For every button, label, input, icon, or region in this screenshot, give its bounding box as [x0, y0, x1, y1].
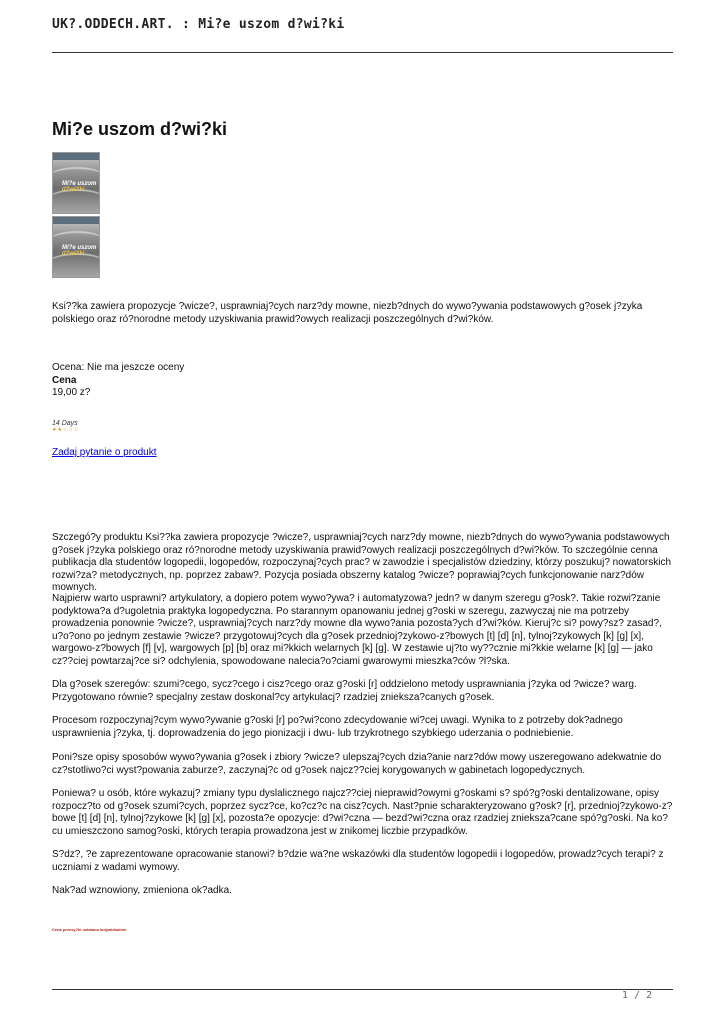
- page-indicator: 1 / 2: [622, 990, 653, 1001]
- details-paragraph: Poniewa? u osób, które wykazuj? zmiany typu dyslalicznego najcz??ciej nieprawid?owymi g?oskami s? spó?g?oski dentalizowane, opisy rozpocz?to od g?osek szumi?cych, poprzez sycz?ce, ko?cz?c na cisz?cych. Nast?pnie scharakteryzowano g?osk? [r], przednioj?zykowo-z?bowe [t] [d] [n], tylnoj?zykowe [k] [g] [x], pozosta?e opozycje: d?wi?czna — bezd?wi?czna oraz rzadziej znieksza?cane spó?g?oski. Na ko?cu umieszczono samog?oski, których terapia prowadzona jest w znikomej liczbie przypadków.: [52, 788, 673, 837]
- details-paragraph: S?dz?, ?e zaprezentowane opracowanie stanowi? b?dzie wa?ne wskazówki dla studentów logopedii i logopedów, prowadz?cych terapi? z uczniami z wadami wymowy.: [52, 849, 664, 873]
- product-meta: [52, 362, 184, 400]
- product-cover-thumbnail[interactable]: [52, 152, 100, 214]
- price-label: Cena: [52, 374, 77, 386]
- price-value: 19,00 z?: [52, 387, 91, 399]
- details-paragraph: Procesom rozpoczynaj?cym wywo?ywanie g?oski [r] po?wi?cono zdecydowanie wi?cej uwagi. Wynika to z potrzeby dok?adnego usprawnienia j?zyka, tj. doprowadzenia do jego pionizacji i dwu- lub trzykrotnego szybkiego uderzania o podniebienie.: [52, 715, 623, 739]
- header-divider: [52, 52, 673, 53]
- cover-title-text: Mi?e uszom d?wi?ki: [62, 181, 97, 193]
- footer-divider: [52, 989, 673, 990]
- shipping-time-badge: [52, 420, 92, 434]
- details-paragraph: Dla g?osek szeregów: szumi?cego, sycz?cego i cisz?cego oraz g?oski [r] oddzielono metody usprawniania j?zyka od ?wicze? warg. Przygotowano równie? specjalny zestaw doskonal?cy artykulacj? rzadziej znieksza?canych g?osek.: [52, 679, 637, 703]
- product-cover-thumbnail[interactable]: [52, 216, 100, 278]
- site-header-title: UK?.ODDECH.ART. : Mi?e uszom d?wi?ki: [52, 17, 345, 32]
- rating-text: Ocena: Nie ma jeszcze oceny: [52, 362, 185, 373]
- page-title: Mi?e uszom d?wi?ki: [52, 119, 228, 139]
- shipping-badge-text: 14 Days: [52, 420, 78, 427]
- short-description: Ksi??ka zawiera propozycje ?wicze?, usprawniaj?cych narz?dy mowne, niezb?dnych do wywo?ywania podstawowych g?osek j?zyka polskiego oraz ró?norodne metody uzyskiwania prawid?owych realizacji poszczególnych d?wi?ków.: [52, 301, 643, 325]
- details-paragraph: Nak?ad wznowiony, zmieniona ok?adka.: [52, 885, 232, 896]
- shipping-footnote: Cena przesy?ki ustalana indywidualnie.: [52, 927, 128, 932]
- details-paragraph: Najpierw warto usprawni? artykulatory, a dopiero potem wywo?ywa? i automatyzowa? jedn? w danym szeregu g?osk?. Takie rozwi?zanie podyktowa?a d?ugoletnia praktyka logopedyczna. Po starannym opanowaniu jednej g?oski w szeregu, zazwyczaj nie ma potrzeby prowadzenia ponownie ?wicze?, usprawniaj?cych narz?dy mowne dla wywo?ania pozosta?ych d?wi?ków. Kieruj?c si? powy?sz? zasad?, u?o?ono po jednym zestawie ?wicze? przygotowuj?cych dla g?osek przednioj?zykowo-z?bowych [t] [d] [n], tylnoj?zykowych [k] [g] [x], wargowo-z?bowych [f] [v], wargowych [p] [b] oraz mi?kkich welarnych [k] [g]. W zestawie uj?to wy??cznie mi?kkie welarne [k] [g] — jako cz??ciej powtarzaj?ce si? odchylenia, spowodowane nalecia?o?ciami gwarowymi mieszka?ców ?l?ska.: [52, 593, 662, 667]
- shipping-badge-stars: ★★☆☆☆: [52, 427, 80, 433]
- ask-question-link[interactable]: Zadaj pytanie o produkt: [52, 447, 157, 458]
- cover-title-text: Mi?e uszom d?wi?ki: [62, 245, 97, 257]
- details-paragraph: Szczegó?y produktu Ksi??ka zawiera propozycje ?wicze?, usprawniaj?cych narz?dy mowne, niezb?dnych do wywo?ywania podstawowych g?osek j?zyka polskiego oraz ró?norodne metody uzyskiwania prawid?owych realizacji poszczególnych d?wi?ków. To szczególnie cenna publikacja dla studentów logopedii, logopedów, rozpoczynaj?cych prac? w zawodzie i specjalistów dziedziny, którzy poszukuj? nowatorskich rozwi?za? metodycznych, np. poprzez zabaw?. Pozycja posiada obszerny katalog ?wicze? poprawiaj?cych funkcjonowanie narz?dów mownych.: [52, 532, 672, 594]
- details-paragraph: Poni?sze opisy sposobów wywo?ywania g?osek i zbiory ?wicze? ulepszaj?cych dzia?anie narz?dów mowy uszeregowano adekwatnie do cz?stotliwo?ci wyst?powania zaburze?, zaczynaj?c od g?osek najcz??ciej korygowanych w gabinetach logopedycznych.: [52, 752, 662, 776]
